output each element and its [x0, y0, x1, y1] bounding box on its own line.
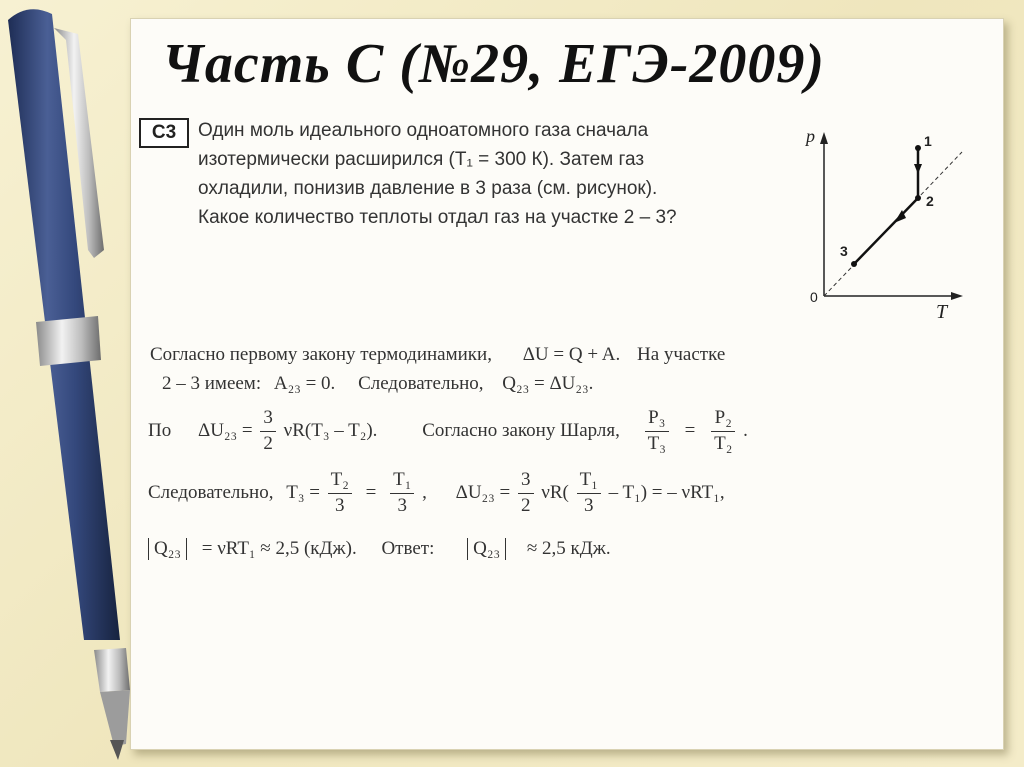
t-axis-label: T	[936, 301, 948, 323]
fraction: $\frac{\text{T₁}}{3}$	[577, 470, 601, 517]
first-law-formula: ΔU = Q + A.	[522, 344, 621, 365]
work-formula: A₂₃ = 0.	[273, 373, 336, 394]
delta-u-formula: νR(T₃ – T₂).	[283, 419, 378, 441]
solution-line-3	[148, 408, 748, 455]
point-1-label: 1	[924, 133, 932, 149]
solution-text: По	[148, 419, 172, 441]
delta-u-formula: ΔU₂₃ =	[197, 419, 253, 441]
task-line: Какое количество теплоты отдал газ на участке 2 – 3?	[198, 207, 677, 228]
pen-image	[0, 0, 150, 767]
solution-line-5	[148, 538, 611, 560]
solution-line-4	[148, 470, 725, 517]
solution-line-1	[150, 344, 725, 366]
answer-value: ≈ 2,5 кДж.	[526, 538, 611, 559]
solution-text: 2 – 3 имеем:	[162, 373, 262, 394]
fraction: $\frac{\text{P₂}}{\text{T₂}}$	[711, 408, 735, 455]
solution-text: Согласно первому закону термодинамики,	[150, 344, 492, 365]
equals-sign: =	[365, 481, 377, 503]
pen-point	[110, 740, 124, 760]
delta-u-formula: νR(	[541, 481, 569, 503]
delta-u-formula: – T₁) = – νRT₁,	[608, 481, 725, 503]
point-2-label: 2	[926, 193, 934, 209]
period: .	[743, 419, 748, 441]
point-2	[915, 195, 921, 201]
task-line: изотермически расширился (T₁ = 300 К). Затем газ	[198, 149, 645, 170]
point-3-label: 3	[840, 243, 848, 259]
task-statement	[198, 116, 788, 232]
t3-formula: T₃ =	[286, 481, 320, 503]
comma: ,	[422, 481, 427, 503]
fraction: $\frac{3}{2}$	[260, 408, 276, 455]
fraction: $\frac{3}{2}$	[518, 470, 534, 517]
task-line: охладили, понизив давление в 3 раза (см. рисунок).	[198, 178, 658, 199]
slide-title: Часть С (№29, ЕГЭ-2009)	[162, 33, 826, 95]
p-axis-arrow	[820, 132, 828, 144]
origin-label: 0	[810, 289, 818, 305]
equals-sign: =	[684, 419, 696, 441]
pt-diagram	[790, 118, 970, 328]
delta-u-formula: ΔU₂₃ =	[455, 481, 511, 503]
solution-text: Согласно закону Шарля,	[422, 419, 620, 441]
p-axis-label: p	[806, 126, 815, 146]
point-1	[915, 145, 921, 151]
solution-text: Следовательно,	[148, 481, 274, 503]
heat-result: = νRT₁ ≈ 2,5 (кДж).	[201, 538, 357, 559]
solution-text: На участке	[636, 344, 726, 365]
answer-label: Ответ:	[381, 538, 435, 559]
fraction: $\frac{\text{P₃}}{\text{T₃}}$	[645, 408, 669, 455]
t-axis-arrow	[951, 292, 963, 300]
fraction: $\frac{\text{T₂}}{3}$	[328, 470, 352, 517]
pen-ring	[36, 316, 101, 366]
solution-text: Следовательно,	[358, 373, 484, 394]
solution-line-2	[162, 373, 593, 395]
abs-heat: Q₂₃	[467, 538, 506, 560]
process-2-3	[854, 198, 918, 264]
point-3	[851, 261, 857, 267]
pen-tip-ring	[94, 648, 130, 692]
fraction: $\frac{\text{T₁}}{3}$	[390, 470, 414, 517]
task-line: Один моль идеального одноатомного газа сначала	[198, 120, 649, 141]
heat-formula: Q₂₃ = ΔU₂₃.	[502, 373, 594, 394]
task-number-badge: С3	[139, 118, 189, 148]
abs-heat: Q₂₃	[148, 538, 187, 560]
pen-tip	[100, 690, 130, 746]
arrow-1-2	[914, 164, 922, 174]
